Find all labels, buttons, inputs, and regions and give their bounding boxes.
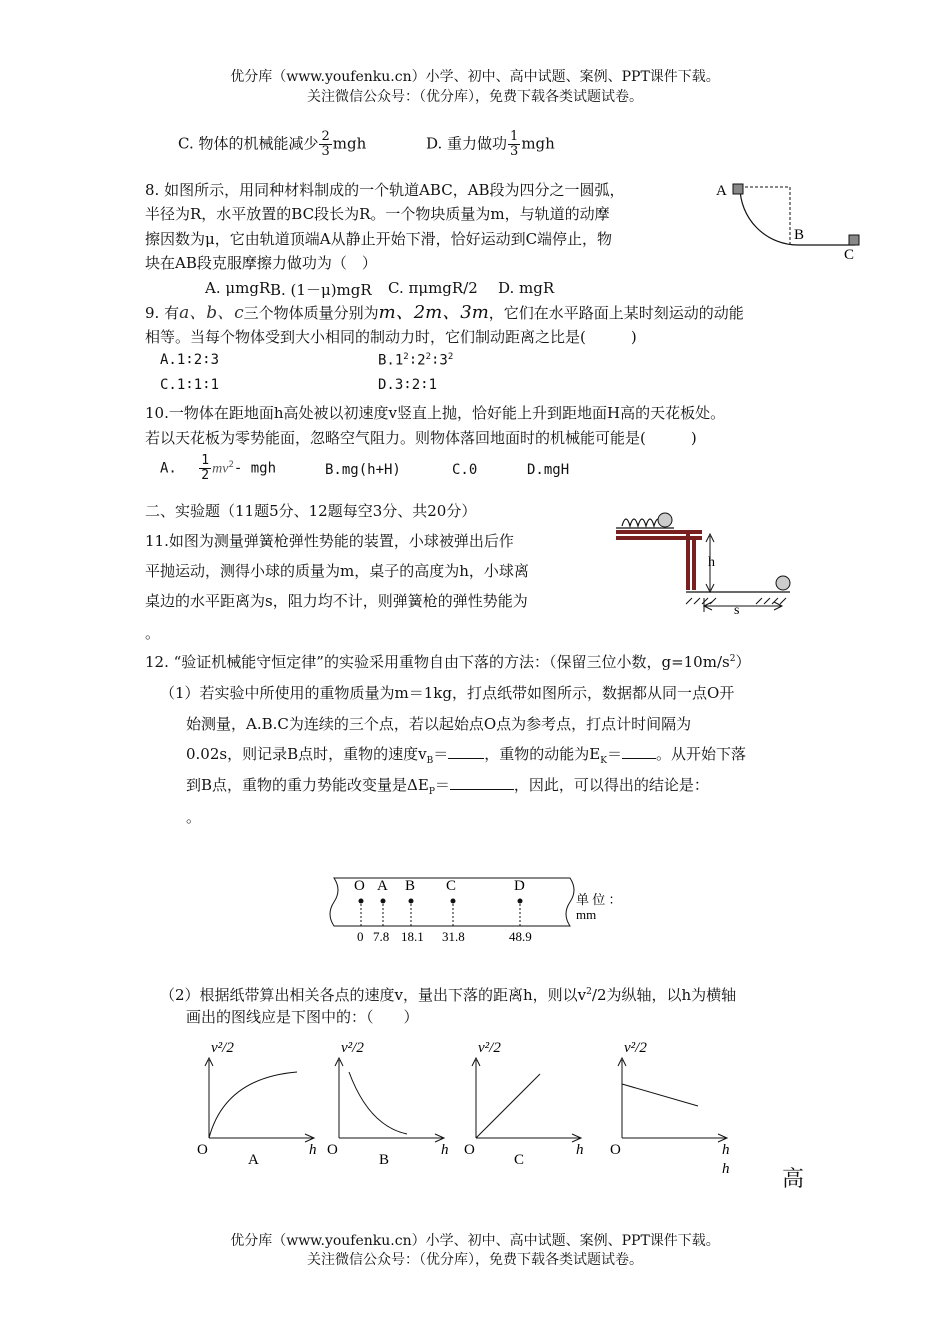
tape-label-b: B [405,878,416,894]
q9-option-c: C.1∶1∶1 [160,377,220,393]
q12-l4-sub: P [428,787,435,797]
q9-b-3: ∶3 [431,352,448,369]
q7-d-fraction [508,130,520,159]
q7-c-den: 3 [321,144,330,159]
q12-p2-sup: 2 [586,987,592,997]
graph-b-curve [349,1072,407,1134]
q8-track-figure [710,175,870,265]
ball-on-table [658,513,672,527]
tape-point-o [354,878,365,944]
graph-a-curve [209,1072,297,1138]
tape-value-o: 0 [357,929,364,944]
q9-vars: a、b、c [179,303,244,323]
q7-d-den: 3 [510,144,519,159]
label-h: h [708,555,715,570]
q12-l4-a: 到B点，重物的重力势能改变量是ΔE [186,776,429,794]
q7-option-d [426,130,555,159]
q7-d-text: D. 重力做功 [426,134,508,153]
graph-a-ylabel: v²/2 [211,1040,234,1056]
q9-b-sup3: 2 [447,352,454,362]
q10-option-a [160,454,276,483]
q12-p2-suffix: /2为纵轴，以h为横轴 [591,986,737,1004]
q9-b-2: ∶2 [408,352,426,369]
q8-line-2: 半径为R，水平放置的BC段长为R。一个物块质量为m，与轨道的动摩 [145,205,610,223]
graph-option-c[interactable] [462,1038,592,1168]
header-line-2: 关注微信公众号：（优分库），免费下载各类试题试卷。 [307,89,643,105]
q9-prefix: 9. 有 [145,304,180,322]
q9-b-sup1: 2 [403,352,409,362]
q12-l3-e: 。从开始下落 [655,745,746,763]
graph-a-tag: A [248,1152,259,1168]
tape-value-a: 7.8 [373,929,390,944]
graph-a-xlabel: h [309,1142,317,1158]
label-s: s [734,603,740,618]
tape-unit-label: 单 位 ： [576,892,622,907]
q7-d-suffix: mgh [521,134,555,153]
tape-dot-d [518,899,523,904]
q12-intro [145,651,750,672]
q10-option-b: B.mg(h+H) [325,462,401,478]
paper-tape-figure [326,872,636,944]
graph-c-tag: C [514,1152,525,1168]
label-c: C [844,247,855,263]
label-a: A [716,183,727,199]
q10-a-sup: 2 [228,459,234,470]
q12-l3-d: ＝ [606,745,622,763]
q10-a-tail: - mgh [233,460,277,477]
q12-p2-prefix: （2）根据纸带算出相关各点的速度v，量出下落的距离h，则以v [160,986,587,1004]
q11-line-1: 11.如图为测量弹簧枪弹性势能的装置，小球被弹出后作 [145,532,514,550]
q12-part2-line-1 [160,984,736,1005]
table-leg-2 [692,540,696,590]
ball-on-ground [776,576,790,590]
q7-c-num: 2 [321,129,330,144]
q9-suffix: ，它们在水平路面上某时刻运动的动能 [488,304,744,322]
q12-part2-line-2: 画出的图线应是下图中的：（ ） [186,1008,419,1026]
graph-option-a[interactable] [195,1038,325,1168]
graph-d-extra: h [722,1161,730,1177]
q12-part1-line-1: （1）若实验中所使用的重物质量为m＝1kg，打点纸带如图所示，数据都从同一点O开 [160,684,735,702]
q12-l4-c: ，因此，可以得出的结论是： [513,776,709,794]
q11-line-2: 平抛运动，测得小球的质量为m，桌子的高度为h，小球离 [145,562,529,580]
tape-point-a [373,878,389,944]
q7-d-num: 1 [510,129,519,144]
vb-answer-blank[interactable] [448,744,484,759]
q7-option-c [178,130,366,159]
tape-value-d: 48.9 [509,929,532,944]
q12-part1-line-2: 始测量，A.B.C为连续的三个点，若以起始点O点为参考点，打点计时间隔为 [186,715,692,733]
q10-a-den: 2 [201,468,210,483]
delta-ep-answer-blank[interactable] [450,775,514,790]
tape-dot-a [381,899,386,904]
q8-line-1: 8. 如图所示，用同种材料制成的一个轨道ABC，AB段为四分之一圆弧， [145,181,625,199]
q8-option-b: B. (1－μ)mgR [270,281,372,299]
graph-c-line [476,1074,540,1138]
q12-intro-text: 12. “验证机械能守恒定律”的实验采用重物自由下落的方法：（保留三位小数，g=10m/s [145,653,730,671]
q8-option-c: C. πμmgR/2 [388,279,478,297]
q9-option-b [378,352,453,369]
q12-l3-c: ，重物的动能为E [484,745,601,763]
q10-a-prefix: A. [160,460,177,477]
block-at-a [733,184,743,194]
tape-dot-o [359,899,364,904]
table-leg-1 [686,534,690,590]
q12-l3-a: 0.02s，则记录B点时，重物的速度v [186,745,427,763]
q9-b-1: B.1 [378,352,404,369]
tape-dot-b [409,899,414,904]
q10-option-d: D.mgH [527,462,570,478]
section-2-title: 二、实验题（11题5分、12题每空3分、共20分） [145,502,477,520]
q8-line-4: 块在AB段克服摩擦力做功为（ ） [145,254,377,272]
arc-track [740,187,798,245]
q10-option-c: C.0 [452,462,478,478]
footer-line-2: 关注微信公众号：（优分库），免费下载各类试题试卷。 [307,1252,643,1268]
q12-l4-b: ＝ [434,776,450,794]
graph-b-origin: O [327,1142,338,1158]
q7-c-text: C. 物体的机械能减少 [178,134,319,153]
q11-line-4: 。 [145,624,161,642]
q12-part1-line-4 [186,774,709,797]
graph-d-origin: O [610,1142,621,1158]
tape-label-d: D [514,878,525,894]
q10-a-body: mv [212,461,229,477]
q8-option-d: D. mgR [498,279,555,297]
tape-dot-c [451,899,456,904]
stray-character: 高 [782,1167,805,1192]
graph-d-line [622,1084,698,1106]
tape-value-c: 31.8 [442,929,465,944]
tape-point-b [401,878,424,944]
q7-c-fraction [319,130,331,159]
q8-line-3: 擦因数为μ，它由轨道顶端A从静止开始下滑，恰好运动到C端停止，物 [145,230,613,248]
ek-answer-blank[interactable] [622,744,656,759]
q12-l3-sub2: K [600,756,607,766]
q11-line-3: 桌边的水平距离为s，阻力均不计，则弹簧枪的弹性势能为 [145,592,528,610]
graph-c-ylabel: v²/2 [478,1040,501,1056]
graph-b-xlabel: h [441,1142,449,1158]
q9-masses: m、2m、3m [378,302,489,323]
q9-option-a: A.1∶2∶3 [160,352,220,368]
q9-line-1 [145,298,744,324]
q10-line-1: 10.一物体在距地面h高处被以初速度v竖直上抛，恰好能上升到距地面H高的天花板处。 [145,404,726,422]
q12-part1-line-5: 。 [186,808,202,826]
q7-c-suffix: mgh [332,134,367,153]
q10-a-num: 1 [201,453,210,468]
spring-icon [622,519,662,526]
graph-b-tag: B [379,1152,390,1168]
q12-l3-sub1: B [426,756,434,766]
tape-label-a: A [377,878,388,894]
block-at-c [849,235,859,245]
q12-part1-line-3 [186,743,746,766]
tape-label-o: O [354,878,365,894]
tape-value-b: 18.1 [401,929,424,944]
q9-b-sup2: 2 [425,352,431,362]
q12-intro-suffix: ） [735,653,751,671]
graph-c-origin: O [464,1142,475,1158]
tape-point-d [509,878,532,944]
header-line-1: 优分库（www.youfenku.cn）小学、初中、高中试题、案例、PPT课件下载。 [230,69,720,85]
graph-option-b[interactable] [325,1038,455,1168]
graph-d-ylabel: v²/2 [624,1040,647,1056]
q9-option-d: D.3∶2∶1 [378,377,438,393]
q9-line-2: 相等。当每个物体受到大小相同的制动力时，它们制动距离之比是( ) [145,328,637,346]
graph-option-d[interactable] [608,1038,738,1178]
label-b: B [794,227,805,243]
tape-unit-mm: mm [576,907,597,922]
q12-intro-sup: 2 [729,654,736,664]
graph-c-xlabel: h [576,1142,584,1158]
tape-point-c [442,878,465,944]
q10-line-2: 若以天花板为零势能面，忽略空气阻力。则物体落回地面时的机械能可能是( ) [145,429,697,447]
graph-b-ylabel: v²/2 [341,1040,364,1056]
graph-a-origin: O [197,1142,208,1158]
q9-middle: 三个物体质量分别为 [243,304,379,322]
q8-option-a: A. μmgR [205,279,271,297]
graph-d-xlabel: h [722,1142,730,1158]
q10-a-fraction [199,454,211,483]
q12-l3-b: ＝ [433,745,449,763]
q11-spring-gun-figure [612,506,797,618]
tape-label-c: C [446,878,457,894]
table-top-1 [616,530,702,534]
footer-line-1: 优分库（www.youfenku.cn）小学、初中、高中试题、案例、PPT课件下载。 [230,1233,720,1249]
